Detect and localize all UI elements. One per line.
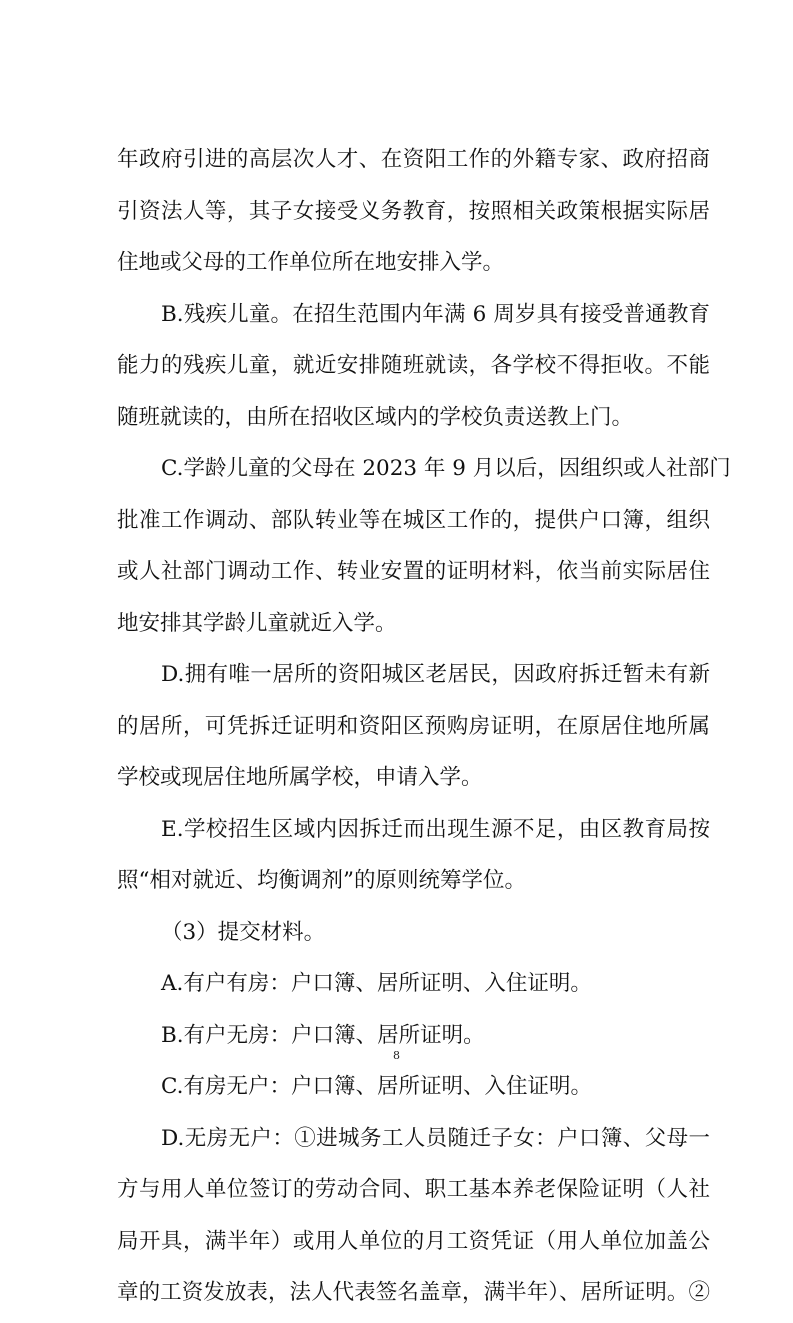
text-line: 或人社部门调动工作、转业安置的证明材料，依当前实际居住 xyxy=(117,559,710,584)
text-line: 批准工作调动、部队转业等在城区工作的，提供户口簿，组织 xyxy=(117,507,710,533)
section-heading-materials: （3）提交材料。 xyxy=(161,919,326,945)
list-item-d: D.无房无户：①进城务工人员随迁子女：户口簿、父母一 xyxy=(161,1125,710,1151)
list-item-b: B.有户无房：户口簿、居所证明。 xyxy=(161,1022,485,1048)
paragraph-e-demolition: E.学校招生区域内因拆迁而出现生源不足，由区教育局按 xyxy=(161,816,710,842)
text-line: 引资法人等，其子女接受义务教育，按照相关政策根据实际居 xyxy=(117,198,710,224)
paragraph-b-disabled-children: B.残疾儿童。在招生范围内年满 6 周岁具有接受普通教育 xyxy=(161,301,710,327)
text-line: 学校或现居住地所属学校，申请入学。 xyxy=(117,765,483,790)
list-item-c: C.有房无户：户口簿、居所证明、入住证明。 xyxy=(161,1074,593,1099)
text-line: 照“相对就近、均衡调剂”的原则统筹学位。 xyxy=(117,868,526,893)
text-line: 地安排其学龄儿童就近入学。 xyxy=(117,610,397,636)
paragraph-d-old-residents: D.拥有唯一居所的资阳城区老居民，因政府拆迁暂未有新 xyxy=(161,662,710,687)
text-line: 年政府引进的高层次人才、在资阳工作的外籍专家、政府招商 xyxy=(117,147,710,172)
text-line: 局开具，满半年）或用人单位的月工资凭证（用人单位加盖公 xyxy=(117,1228,710,1254)
text-line: 随班就读的，由所在招收区域内的学校负责送教上门。 xyxy=(117,404,634,430)
text-line: 能力的残疾儿童，就近安排随班就读，各学校不得拒收。不能 xyxy=(117,353,710,378)
page-number: 8 xyxy=(393,1049,400,1062)
text-line: 的居所，可凭拆迁证明和资阳区预购房证明，在原居住地所属 xyxy=(117,713,710,739)
text-line: 章的工资发放表，法人代表签名盖章，满半年）、居所证明。② xyxy=(117,1280,710,1305)
paragraph-c-transfer: C.学龄儿童的父母在 2023 年 9 月以后，因组织或人社部门 xyxy=(161,456,731,481)
text-line: 方与用人单位签订的劳动合同、职工基本养老保险证明（人社 xyxy=(117,1177,710,1202)
body-text xyxy=(117,138,731,1323)
list-item-a: A.有户有房：户口簿、居所证明、入住证明。 xyxy=(161,971,592,996)
text-line: 住地或父母的工作单位所在地安排入学。 xyxy=(117,250,505,275)
